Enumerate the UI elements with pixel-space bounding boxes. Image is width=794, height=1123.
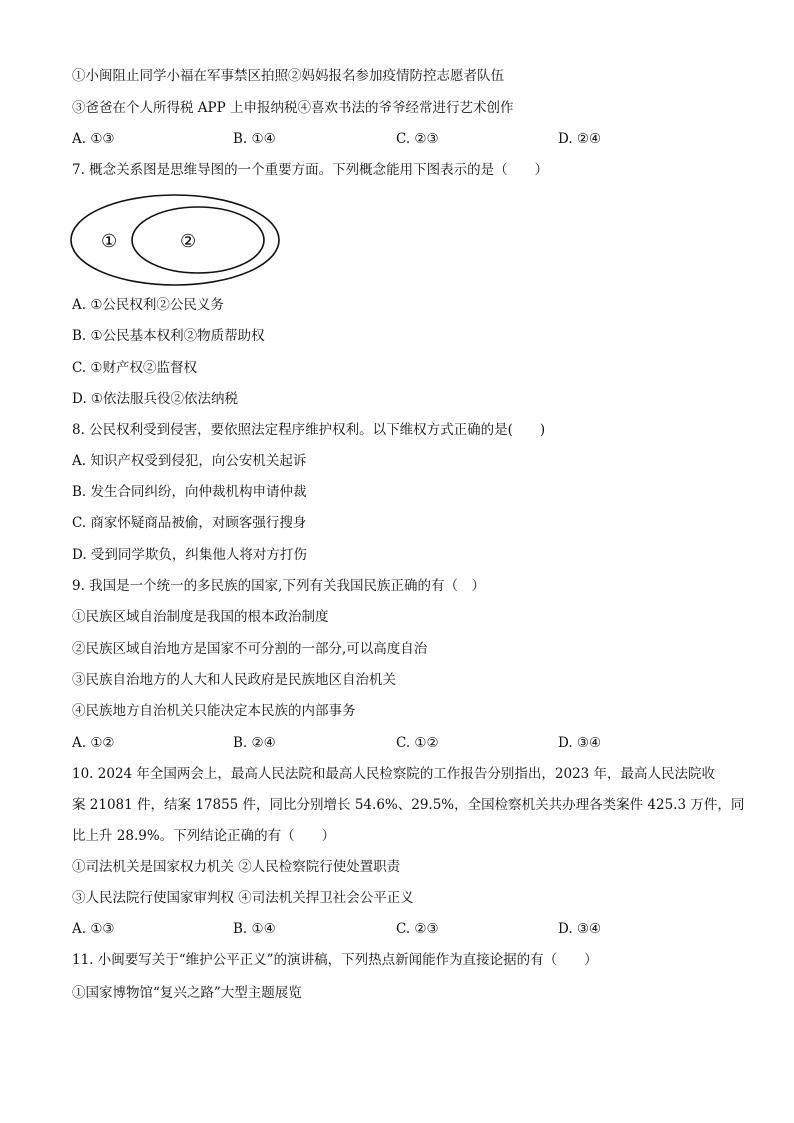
q7-option-d: D. ①依法服兵役②依法纳税 (72, 391, 239, 407)
q8-option-a: A. 知识产权受到侵犯，向公安机关起诉 (72, 453, 307, 469)
q9-statement-1: ①民族区域自治制度是我国的根本政治制度 (72, 609, 329, 625)
q8-option-c: C. 商家怀疑商品被偷，对顾客强行搜身 (72, 515, 307, 531)
q8-option-d: D. 受到同学欺负，纠集他人将对方打伤 (72, 547, 307, 563)
q9-stem: 9. 我国是一个统一的多民族的国家,下列有关我国民族正确的有（ ） (72, 578, 485, 594)
q8-option-b: B. 发生合同纠纷，向仲裁机构申请仲裁 (72, 484, 307, 500)
q6-option-a: A. ①③ (72, 131, 115, 147)
q9-option-d: D. ③④ (558, 735, 602, 751)
q10-option-b: B. ①④ (233, 921, 276, 937)
q10-statement-line-1: ①司法机关是国家权力机关 ②人民检察院行使处置职责 (72, 859, 401, 875)
q7-option-b: B. ①公民基本权利②物质帮助权 (72, 328, 265, 344)
q6-option-d: D. ②④ (558, 131, 602, 147)
q9-statement-4: ④民族地方自治机关只能决定本民族的内部事务 (72, 703, 356, 719)
q10-option-d: D. ③④ (558, 921, 602, 937)
q8-stem: 8. 公民权利受到侵害，要依照法定程序维护权利。以下维权方式正确的是( ) (72, 422, 546, 438)
q10-stem-line-1: 10. 2024 年全国两会上，最高人民法院和最高人民检察院的工作报告分别指出，2023 年，最高人民法院收 (72, 766, 716, 782)
q6-option-b: B. ①④ (233, 131, 276, 147)
q10-statement-line-2: ③人民法院行使国家审判权 ④司法机关捍卫社会公平正义 (72, 890, 414, 906)
q10-stem-line-2: 案 21081 件，结案 17855 件，同比分别增长 54.6%、29.5%，全国检察机关共办理各类案件 425.3 万件，同 (72, 797, 745, 813)
inner-ellipse (132, 207, 264, 273)
q9-statement-3: ③民族自治地方的人大和人民政府是民族地区自治机关 (72, 672, 396, 688)
q9-statement-2: ②民族区域自治地方是国家不可分割的一部分,可以高度自治 (72, 641, 428, 657)
q7-option-a: A. ①公民权利②公民义务 (72, 297, 224, 313)
q11-statement-1: ①国家博物馆“复兴之路”大型主题展览 (72, 985, 302, 1001)
q9-option-a: A. ①② (72, 735, 115, 751)
q11-stem: 11. 小闽要写关于“维护公平正义”的演讲稿，下列热点新闻能作为直接论据的有（ ） (72, 952, 598, 968)
q10-option-a: A. ①③ (72, 921, 115, 937)
inner-label: ② (180, 231, 197, 252)
q7-stem: 7. 概念关系图是思维导图的一个重要方面。下列概念能用下图表示的是（ ） (72, 162, 549, 178)
q9-option-b: B. ②④ (233, 735, 276, 751)
q7-option-c: C. ①财产权②监督权 (72, 360, 198, 376)
q6-statement-line-1: ①小闽阻止同学小福在军事禁区拍照②妈妈报名参加疫情防控志愿者队伍 (72, 68, 504, 84)
q10-option-c: C. ②③ (396, 921, 439, 937)
q9-option-c: C. ①② (396, 735, 439, 751)
q6-option-c: C. ②③ (396, 131, 439, 147)
concept-diagram (68, 192, 282, 288)
q10-stem-line-3: 比上升 28.9%。下列结论正确的有（ ） (72, 828, 336, 844)
q6-statement-line-2: ③爸爸在个人所得税 APP 上申报纳税④喜欢书法的爷爷经常进行艺术创作 (72, 100, 514, 116)
outer-label: ① (101, 231, 118, 252)
